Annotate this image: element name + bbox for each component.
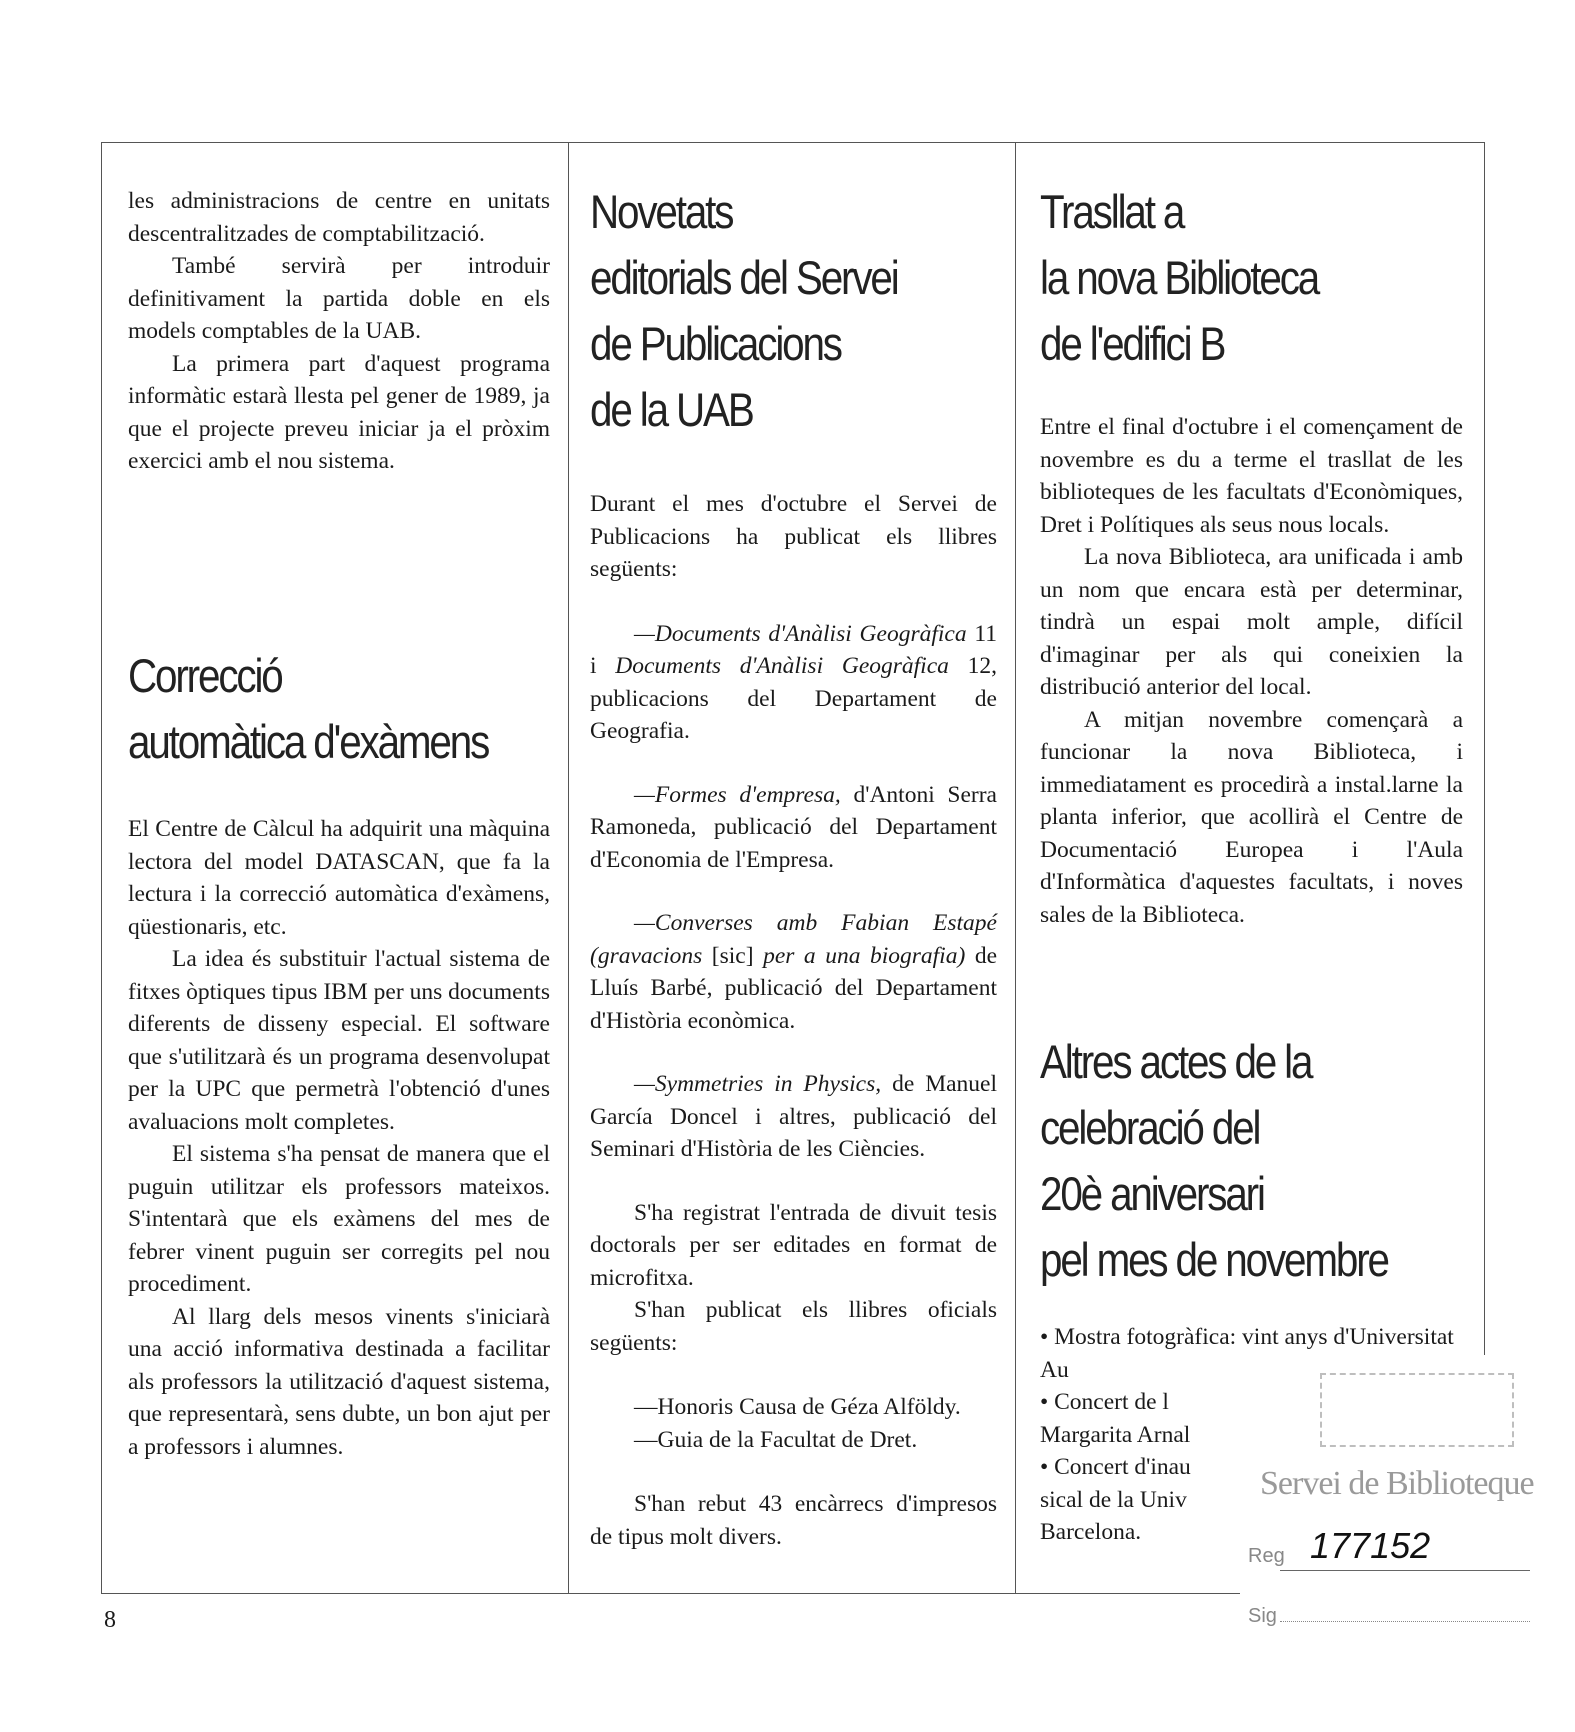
- stamp-service: Servei de Biblioteque: [1260, 1465, 1534, 1502]
- col3-heading-2: [1040, 1029, 1463, 1293]
- stamp-sig-label: Sig: [1248, 1605, 1277, 1627]
- col1-heading: [128, 643, 550, 775]
- col3-body: [1040, 411, 1463, 931]
- section-heading: de Publicacions: [590, 317, 841, 370]
- paragraph: A mitjan novembre començarà a funcionar la nova Biblioteca, i immediatament es procedirà a instal.larne la planta inferior, que acollirà el Centre de Documentació Europea i l'Aula d'Informàtica d'aquestes facultats, i noves sales de la Biblioteca.: [1040, 706, 1463, 928]
- divider: [1280, 1570, 1530, 1571]
- col2-heading: [590, 179, 997, 443]
- section-heading: 20è aniversari: [1040, 1167, 1264, 1220]
- paragraph: Entre el final d'octubre i el començament de novembre es du a terme el trasllat de les biblioteques de les facultats d'Econòmiques, Dret i Polítiques als seus nous locals.: [1040, 414, 1463, 538]
- section-heading: automàtica d'exàmens: [128, 715, 489, 768]
- col3-heading: [1040, 179, 1463, 377]
- library-logo-icon: [1320, 1373, 1514, 1447]
- col1-intro: [128, 185, 550, 478]
- paragraph: Al llarg dels mesos vinents s'iniciarà una acció informativa destinada a facilitar als professors la utilització d'aquest sistema, que representarà, sens dubte, un bon ajut per a professors i alumnes.: [128, 1303, 550, 1460]
- section-heading: Altres actes de la: [1040, 1035, 1312, 1088]
- library-stamp: [1240, 1355, 1540, 1645]
- paragraph: La nova Biblioteca, ara unificada i amb un nom que encara està per determinar, tindrà un espai molt ample, difícil d'imaginar per als qui coneixien la distribució anterior del local.: [1040, 544, 1463, 700]
- list-item: Barcelona.: [1040, 1519, 1142, 1545]
- list-item: • Mostra fotogràfica: vint anys d'Universitat Au: [1040, 1324, 1454, 1383]
- section-heading: Correcció: [128, 649, 282, 702]
- paragraph: S'ha registrat l'entrada de divuit tesis doctorals per ser editades en format de microfitxa.: [590, 1199, 997, 1291]
- list-item: sical de la Univ: [1040, 1486, 1187, 1513]
- paragraph: La idea és substituir l'actual sistema de fitxes òptiques tipus IBM per uns documents diferents de disseny especial. El software que s'utilitzarà és un programa desenvolupat per la UPC que permetrà l'obtenció d'unes avaluacions molt completes.: [128, 946, 550, 1135]
- paragraph: S'han publicat els llibres oficials següents:: [590, 1297, 997, 1356]
- paragraph: S'han rebut 43 encàrrecs d'impresos de tipus molt divers.: [590, 1491, 997, 1550]
- section-heading: la nova Biblioteca: [1040, 251, 1319, 304]
- col2-body: [590, 488, 997, 1553]
- paragraph: les administracions de centre en unitats descentralitzades de comptabilització.: [128, 188, 550, 247]
- list-item: —Documents d'Anàlisi Geogràfica 11 i Documents d'Anàlisi Geogràfica 12, publicacions del Departament de Geografia.: [590, 620, 998, 744]
- divider: [1280, 1621, 1530, 1622]
- section-heading: celebració del: [1040, 1101, 1260, 1154]
- list-item: • Concert d'inau: [1040, 1454, 1191, 1480]
- list-item: —Symmetries in Physics, de Manuel García Doncel i altres, publicació del Seminari d'Història de les Ciències.: [590, 1071, 998, 1162]
- section-heading: de l'edifici B: [1040, 317, 1225, 370]
- paragraph: El sistema s'ha pensat de manera que el puguin utilitzar els professors mateixos. S'intentarà que els exàmens del mes de febrer vinent puguin ser corregits pel nou procediment.: [128, 1141, 550, 1297]
- section-heading: pel mes de novembre: [1040, 1233, 1388, 1286]
- list-item: • Concert de l: [1040, 1389, 1169, 1415]
- paragraph: També servirà per introduir definitivament la partida doble en els models comptables de la UAB.: [128, 253, 550, 344]
- page-number: 8: [104, 1607, 116, 1633]
- book-list: [590, 618, 997, 1166]
- list-item: —Converses amb Fabian Estapé (gravacions [sic] per a una biografia) de Lluís Barbé, publicació del Departament d'Història econòmica.: [590, 910, 998, 1034]
- section-heading: editorials del Servei: [590, 251, 898, 304]
- list-item: Margarita Arnal: [1040, 1421, 1191, 1448]
- column-2: [570, 143, 1016, 1593]
- paragraph: El Centre de Càlcul ha adquirit una màquina lectora del model DATASCAN, que fa la lectura i la correcció automàtica d'exàmens, qüestionaris, etc.: [128, 816, 550, 940]
- list-item: —Formes d'empresa, d'Antoni Serra Ramoneda, publicació del Departament d'Economia de l'Empresa.: [590, 781, 997, 873]
- paragraph: La primera part d'aquest programa informàtic estarà llesta pel gener de 1989, ja que el projecte preveu iniciar ja el pròxim exercici amb el nou sistema.: [128, 350, 550, 474]
- column-1: [102, 143, 569, 1593]
- section-heading: Trasllat a: [1040, 185, 1184, 238]
- stamp-reg-value: 177152: [1310, 1525, 1431, 1566]
- list-item: —Guia de la Facultat de Dret.: [634, 1426, 918, 1453]
- col1-body: [128, 813, 550, 1463]
- stamp-reg-label: Reg: [1248, 1545, 1285, 1567]
- section-heading: de la UAB: [590, 383, 753, 436]
- paragraph: Durant el mes d'octubre el Servei de Publicacions ha publicat els llibres següents:: [590, 491, 997, 582]
- section-heading: Novetats: [590, 185, 733, 238]
- list-item: —Honoris Causa de Géza Alföldy.: [634, 1394, 961, 1420]
